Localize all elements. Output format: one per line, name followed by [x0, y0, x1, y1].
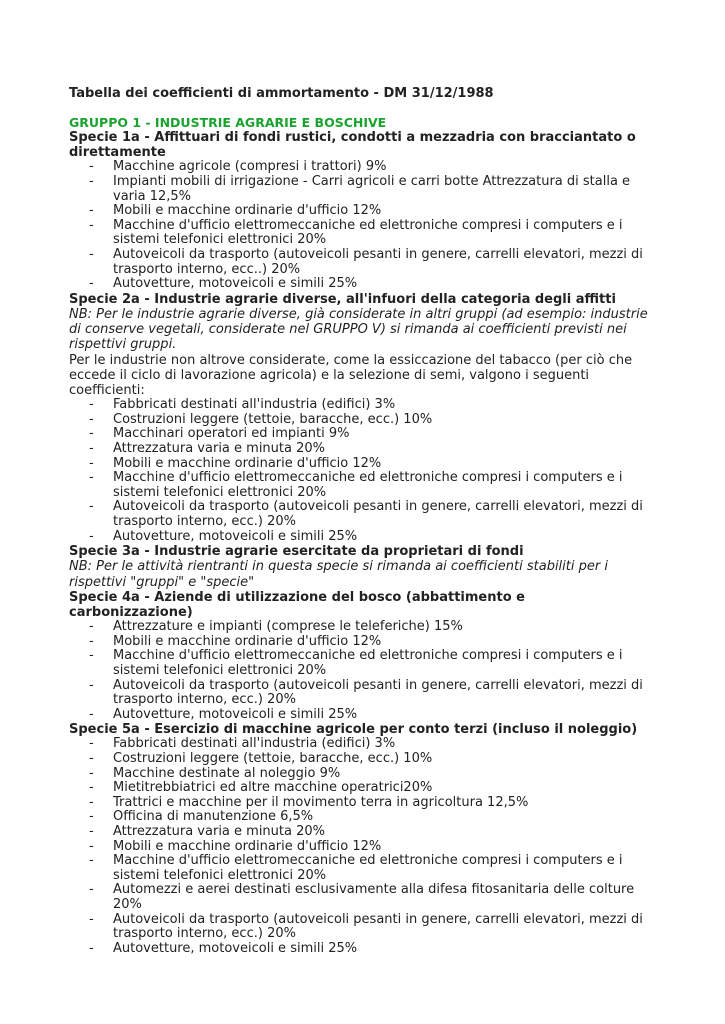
list-item — [69, 413, 649, 428]
list-item — [69, 635, 649, 650]
bullet-dash: - — [89, 217, 94, 233]
list-item-text: Macchine d'ufficio elettromeccaniche ed elettroniche compresi i computers e i sistemi telefonici elettronici 20% — [113, 853, 623, 883]
list-item — [69, 160, 649, 175]
list-item-text: Autoveicoli da trasporto (autoveicoli pesanti in genere, carrelli elevatori, mezzi di trasporto interno, ecc..) 20% — [113, 246, 643, 277]
list-item — [69, 427, 649, 442]
list-item-text: Impianti mobili di irrigazione - Carri agricoli e carri botte Attrezzatura di stalla e varia 12,5% — [113, 174, 631, 204]
bullet-dash: - — [89, 706, 94, 722]
bullet-dash: - — [89, 809, 94, 825]
list-item-text: Mobili e macchine ordinarie d'ufficio 12% — [113, 203, 382, 219]
bullet-dash: - — [89, 528, 94, 544]
bullet-dash: - — [89, 882, 94, 898]
list-item — [69, 752, 649, 767]
specie-4-list — [69, 620, 649, 722]
list-item — [69, 204, 649, 219]
list-item — [69, 810, 649, 825]
list-item — [69, 913, 649, 942]
list-item — [69, 277, 649, 292]
list-item — [69, 840, 649, 855]
list-item — [69, 825, 649, 840]
list-item-text: Macchine destinate al noleggio 9% — [113, 765, 341, 781]
list-item — [69, 767, 649, 782]
bullet-dash: - — [89, 780, 94, 796]
bullet-dash: - — [89, 677, 94, 693]
specie-2-heading: Specie 2a - Industrie agrarie diverse, all'infuori della categoria degli affitti — [69, 291, 616, 307]
list-item — [69, 500, 649, 529]
bullet-dash: - — [89, 794, 94, 810]
list-item — [69, 530, 649, 545]
specie-3-note: NB: Per le attività rientranti in questa specie si rimanda ai coefficienti stabiliti per i rispettivi "gruppi" e "specie" — [69, 559, 608, 590]
list-item — [69, 796, 649, 811]
list-item-text: Fabbricati destinati all'industria (edifici) 3% — [113, 736, 396, 752]
document-title: Tabella dei coefficienti di ammortamento - DM 31/12/1988 — [69, 86, 494, 101]
bullet-dash: - — [89, 276, 94, 292]
specie-2-note: NB: Per le industrie agrarie diverse, già considerate in altri gruppi (ad esempio: industrie di conserve vegetali, considerate nel GRUPPO V) si rimanda ai coefficienti previsti nei rispettivi gruppi. — [69, 306, 648, 353]
specie-2-list — [69, 398, 649, 544]
bullet-dash: - — [89, 426, 94, 442]
list-item-text: Autovetture, motoveicoli e simili 25% — [113, 528, 358, 544]
bullet-dash: - — [89, 838, 94, 854]
list-item-text: Attrezzature e impianti (comprese le teleferiche) 15% — [113, 619, 463, 635]
list-item-text: Autovetture, motoveicoli e simili 25% — [113, 706, 358, 722]
list-item — [69, 457, 649, 472]
group-heading: GRUPPO 1 - INDUSTRIE AGRARIE E BOSCHIVE — [69, 115, 387, 130]
list-item — [69, 649, 649, 678]
list-item — [69, 442, 649, 457]
list-item-text: Macchine d'ufficio elettromeccaniche ed elettroniche compresi i computers e i sistemi telefonici elettronici 20% — [113, 470, 623, 500]
specie-2-paragraph: Per le industrie non altrove considerate, come la essiccazione del tabacco (per ciò che eccede il ciclo di lavorazione agricola) e la selezione di semi, valgono i seguenti coefficienti: — [69, 352, 633, 398]
list-item-text: Macchine d'ufficio elettromeccaniche ed elettroniche compresi i computers e i sistemi telefonici elettronici 20% — [113, 217, 623, 248]
specie-4-heading: Specie 4a - Aziende di utilizzazione del bosco (abbattimento e carbonizzazione) — [69, 589, 525, 620]
list-item-text: Mobili e macchine ordinarie d'ufficio 12% — [113, 633, 382, 649]
list-item — [69, 219, 649, 248]
specie-1-list — [69, 160, 649, 291]
list-item-text: Autoveicoli da trasporto (autoveicoli pesanti in genere, carrelli elevatori, mezzi di trasporto interno, ecc.) 20% — [113, 499, 643, 529]
bullet-dash: - — [89, 765, 94, 781]
list-item-text: Autoveicoli da trasporto (autoveicoli pesanti in genere, carrelli elevatori, mezzi di trasporto interno, ecc.) 20% — [113, 911, 643, 942]
list-item — [69, 781, 649, 796]
list-item — [69, 620, 649, 635]
list-item — [69, 679, 649, 708]
specie-5-list — [69, 737, 649, 956]
bullet-dash: - — [89, 411, 94, 427]
bullet-dash: - — [89, 633, 94, 649]
list-item — [69, 398, 649, 413]
bullet-dash: - — [89, 824, 94, 840]
bullet-dash: - — [89, 455, 94, 471]
list-item-text: Mobili e macchine ordinarie d'ufficio 12% — [113, 455, 382, 471]
list-item-text: Macchine d'ufficio elettromeccaniche ed elettroniche compresi i computers e i sistemi telefonici elettronici 20% — [113, 648, 623, 678]
bullet-dash: - — [89, 246, 94, 262]
list-item-text: Autoveicoli da trasporto (autoveicoli pesanti in genere, carrelli elevatori, mezzi di trasporto interno, ecc.) 20% — [113, 677, 643, 708]
bullet-dash: - — [89, 911, 94, 927]
specie-1-heading: Specie 1a - Affittuari di fondi rustici, condotti a mezzadria con bracciantato o direttamente — [69, 130, 636, 161]
list-item-text: Autovetture, motoveicoli e simili 25% — [113, 940, 358, 956]
list-item-text: Mobili e macchine ordinarie d'ufficio 12% — [113, 838, 382, 854]
list-item-text: Attrezzatura varia e minuta 20% — [113, 824, 325, 840]
specie-5-heading: Specie 5a - Esercizio di macchine agricole per conto terzi (incluso il noleggio) — [69, 722, 638, 738]
bullet-dash: - — [89, 619, 94, 635]
list-item — [69, 942, 649, 957]
bullet-dash: - — [89, 203, 94, 219]
list-item — [69, 248, 649, 277]
bullet-dash: - — [89, 751, 94, 767]
list-item — [69, 737, 649, 752]
bullet-dash: - — [89, 470, 94, 486]
bullet-dash: - — [89, 853, 94, 869]
list-item-text: Trattrici e macchine per il movimento terra in agricoltura 12,5% — [113, 794, 529, 810]
bullet-dash: - — [89, 499, 94, 515]
list-item-text: Automezzi e aerei destinati esclusivamente alla difesa fitosanitaria delle colture 20% — [113, 882, 635, 913]
list-item-text: Fabbricati destinati all'industria (edifici) 3% — [113, 397, 396, 413]
list-item — [69, 175, 649, 204]
list-item-text: Officina di manutenzione 6,5% — [113, 809, 314, 825]
bullet-dash: - — [89, 174, 94, 189]
specie-3-heading: Specie 3a - Industrie agrarie esercitate da proprietari di fondi — [69, 544, 524, 560]
document-page — [69, 86, 649, 956]
list-item-text: Autovetture, motoveicoli e simili 25% — [113, 276, 358, 292]
bullet-dash: - — [89, 940, 94, 956]
list-item — [69, 883, 649, 912]
bullet-dash: - — [89, 440, 94, 456]
bullet-dash: - — [89, 159, 94, 175]
list-item-text: Attrezzatura varia e minuta 20% — [113, 440, 325, 456]
list-item-text: Costruzioni leggere (tettoie, baracche, ecc.) 10% — [113, 411, 433, 427]
list-item — [69, 854, 649, 883]
list-item — [69, 471, 649, 500]
bullet-dash: - — [89, 736, 94, 752]
bullet-dash: - — [89, 648, 94, 664]
list-item-text: Macchine agricole (compresi i trattori) 9% — [113, 159, 387, 175]
list-item-text: Mietitrebbiatrici ed altre macchine operatrici20% — [113, 780, 433, 796]
bullet-dash: - — [89, 397, 94, 413]
list-item-text: Macchinari operatori ed impianti 9% — [113, 426, 350, 442]
list-item — [69, 708, 649, 723]
list-item-text: Costruzioni leggere (tettoie, baracche, ecc.) 10% — [113, 751, 433, 767]
